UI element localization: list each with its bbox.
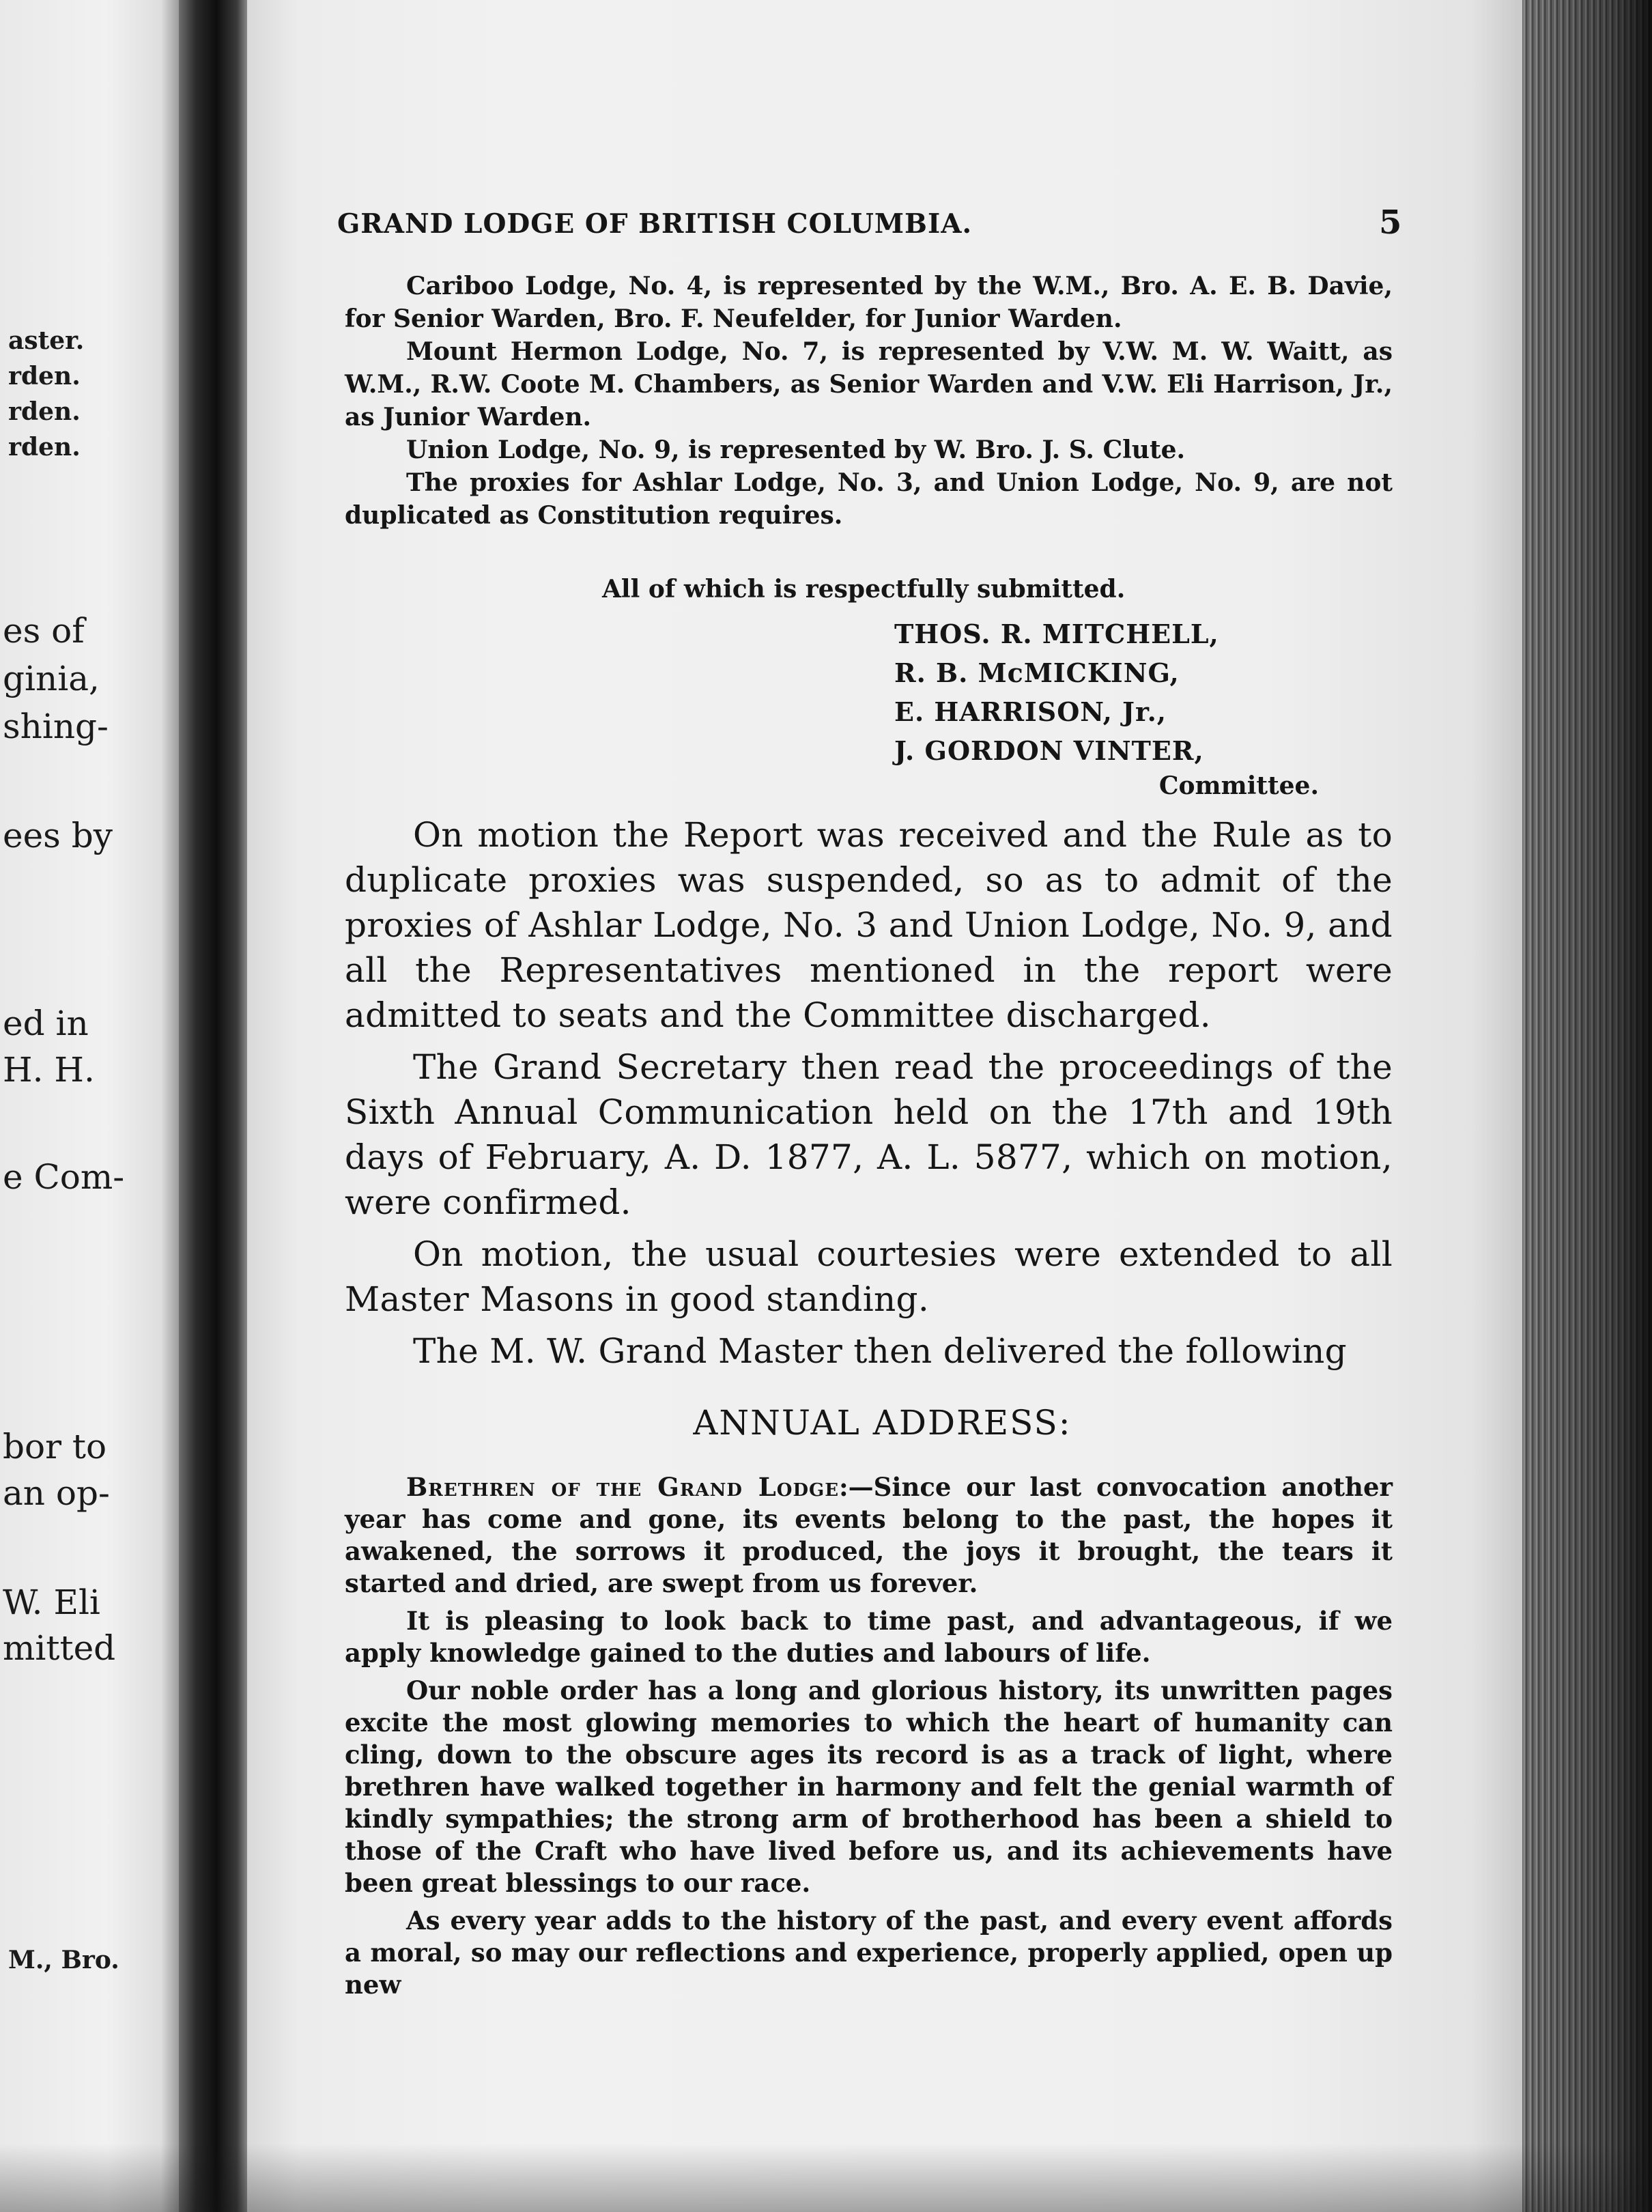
report-paragraph: The proxies for Ashlar Lodge, No. 3, and Union Lodge, No. 9, are not duplicated as Constitution requires. — [345, 468, 1393, 530]
salutation: Brethren of the Grand Lodge — [406, 1472, 840, 1502]
signer-name: J. GORDON VINTER, — [894, 735, 1204, 766]
submitted-line: All of which is respectfully submitted. — [602, 575, 1126, 604]
page-number: 5 — [1379, 203, 1402, 242]
facing-page-fragment: rden. — [8, 362, 81, 391]
book-page-edges — [1522, 0, 1652, 2212]
report-paragraph: Cariboo Lodge, No. 4, is represented by the W.M., Bro. A. E. B. Davie, for Senior Warden, Bro. F. Neufelder, for Junior Warden. — [345, 272, 1393, 333]
facing-page — [0, 0, 179, 2212]
credentials-report — [345, 270, 1393, 532]
minutes-paragraph: The Grand Secretary then read the proceedings of the Sixth Annual Communication held on the 17th and 19th days of February, A. D. 1877, A. L. 5877, which on motion, were confirmed. — [345, 1047, 1393, 1222]
minutes-paragraph: On motion, the usual courtesies were extended to all Master Masons in good standing. — [345, 1234, 1393, 1319]
facing-page-fragment: bor to — [3, 1427, 107, 1466]
minutes-paragraph: The M. W. Grand Master then delivered the following — [413, 1331, 1347, 1371]
signer-name: R. B. McMICKING, — [894, 657, 1180, 688]
book-gutter — [179, 0, 247, 2212]
address-paragraph: It is pleasing to look back to time past, and advantageous, if we apply knowledge gained to the duties and labours of life. — [345, 1606, 1393, 1668]
facing-page-fragment: rden. — [8, 397, 81, 426]
facing-page-fragment: aster. — [8, 326, 85, 355]
facing-page-fragment: ed in — [3, 1004, 89, 1043]
annual-address — [345, 1471, 1393, 2001]
facing-page-fragment: M., Bro. — [8, 1946, 119, 1974]
address-paragraph: Our noble order has a long and glorious history, its unwritten pages excite the most glowing memories to which the heart of humanity can cling, down to the obscure ages its record is as a track of light, where brethren have walked together in harmony and felt the genial warmth of kindly sympathies; the strong arm of brotherhood has been a shield to those of the Craft who have lived before us, and its achievements have been great blessings to our race. — [345, 1675, 1393, 1898]
signer-name: E. HARRISON, Jr., — [894, 696, 1167, 727]
facing-page-fragment: es of — [3, 611, 85, 651]
minutes-paragraph: On motion the Report was received and the Rule as to duplicate proxies was suspended, so as to admit of the proxies of Ashlar Lodge, No. 3 and Union Lodge, No. 9, and all the Representatives mentioned in the report were admitted to seats and the Committee discharged. — [345, 815, 1393, 1035]
section-heading: ANNUAL ADDRESS: — [693, 1403, 1072, 1443]
committee-signatures — [894, 614, 1386, 800]
report-paragraph: Union Lodge, No. 9, is represented by W. Bro. J. S. Clute. — [406, 436, 1186, 464]
facing-page-fragment: mitted — [3, 1628, 116, 1668]
signer-name: THOS. R. MITCHELL, — [894, 619, 1219, 649]
facing-page-fragment: H. H. — [3, 1050, 95, 1090]
report-paragraph: Mount Hermon Lodge, No. 7, is represented by V.W. M. W. Waitt, as W.M., R.W. Coote M. Chambers, as Senior Warden and V.W. Eli Harrison, Jr., as Junior Warden. — [345, 337, 1393, 431]
facing-page-fragment: an op- — [3, 1473, 110, 1513]
minutes — [345, 812, 1393, 1374]
running-head: GRAND LODGE OF BRITISH COLUMBIA. — [337, 208, 973, 240]
facing-page-fragment: ginia, — [3, 659, 100, 698]
facing-page-fragment: ees by — [3, 816, 113, 855]
address-text: :—Since our last convocation another year has come and gone, its events belong to the past, the hopes it awakened, the sorrows it produced, the joys it brought, the tears it started and dried, are swept from us forever. — [345, 1472, 1393, 1598]
committee-label: Committee. — [1158, 771, 1319, 800]
facing-page-fragment: shing- — [3, 707, 109, 746]
facing-page-fragment: e Com- — [3, 1157, 125, 1197]
address-paragraph: As every year adds to the history of the past, and every event affords a moral, so may our reflections and experience, properly applied, open up new — [345, 1905, 1393, 2000]
address-paragraph — [345, 1471, 1393, 1600]
facing-page-fragment: rden. — [8, 433, 81, 462]
facing-page-fragment: W. Eli — [3, 1583, 100, 1622]
